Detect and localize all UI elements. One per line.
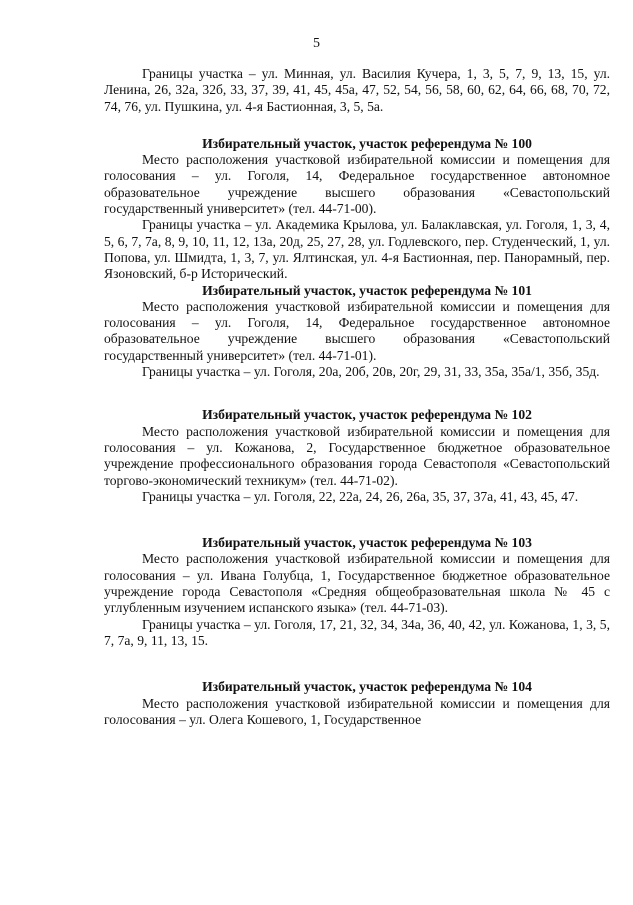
section-polling-station-100 (104, 136, 610, 283)
location-paragraph: Место расположения участковой избирательной комиссии и помещения для голосования – ул. Ивана Голубца, 1, Государственное бюджетное образовательное учреждение города Севастополя «Средняя общеобразовательная школа № 45 с углубленным изучением испанского языка» (тел. 44-71-03). (104, 551, 610, 616)
document-body (104, 66, 610, 728)
section-polling-station-103 (104, 535, 610, 649)
section-heading: Избирательный участок, участок референдума № 101 (202, 282, 532, 298)
page-number: 5 (313, 36, 320, 51)
section-heading: Избирательный участок, участок референдума № 102 (202, 407, 532, 423)
section-heading: Избирательный участок, участок референдума № 100 (202, 135, 532, 151)
intro-boundaries-paragraph: Границы участка – ул. Минная, ул. Василия Кучера, 1, 3, 5, 7, 9, 13, 15, ул. Ленина, 26, 32а, 32б, 33, 37, 39, 41, 45, 45а, 47, 52, 54, 56, 58, 60, 62, 64, 66, 68, 70, 72, 74, 76, ул. Пушкина, ул. 4-я Бастионная, 3, 5, 5а. (104, 66, 610, 114)
boundaries-paragraph: Границы участка – ул. Гоголя, 17, 21, 32, 34, 34а, 36, 40, 42, ул. Кожанова, 1, 3, 5, 7, 7а, 9, 11, 13, 15. (104, 616, 610, 648)
location-paragraph: Место расположения участковой избирательной комиссии и помещения для голосования – ул. Гоголя, 14, Федеральное государственное автономное образовательное учреждение высшего образования «Севастопольский государственный университет» (тел. 44-71-01). (104, 298, 610, 363)
boundaries-paragraph: Границы участка – ул. Гоголя, 22, 22а, 24, 26, 26а, 35, 37, 37а, 41, 43, 45, 47. (142, 488, 579, 504)
section-polling-station-104 (104, 679, 610, 728)
section-polling-station-102 (104, 407, 610, 505)
location-paragraph: Место расположения участковой избирательной комиссии и помещения для голосования – ул. Гоголя, 14, Федеральное государственное автономное образовательное учреждение высшего образования «Севастопольский государственный университет» (тел. 44-71-00). (104, 152, 610, 217)
section-polling-station-101 (104, 283, 610, 381)
section-heading: Избирательный участок, участок референдума № 103 (202, 535, 532, 551)
boundaries-paragraph: Границы участка – ул. Академика Крылова, ул. Балаклавская, ул. Гоголя, 1, 3, 4, 5, 6, 7, 7а, 8, 9, 10, 11, 12, 13а, 20д, 25, 27, 28, ул. Годлевского, пер. Студенческий, 1, ул. Попова, ул. Шмидта, 1, 3, 7, ул. Ялтинская, ул. 4-я Бастионная, пер. Панорамный, пер. Язоновский, б-р Исторический. (104, 217, 610, 282)
section-heading: Избирательный участок, участок референдума № 104 (202, 679, 532, 695)
boundaries-paragraph: Границы участка – ул. Гоголя, 20а, 20б, 20в, 20г, 29, 31, 33, 35а, 35а/1, 35б, 35д. (142, 364, 600, 380)
location-paragraph: Место расположения участковой избирательной комиссии и помещения для голосования – ул. Олега Кошевого, 1, Государственное (104, 695, 610, 727)
location-paragraph: Место расположения участковой избирательной комиссии и помещения для голосования – ул. Кожанова, 2, Государственное бюджетное образовательное учреждение профессионального образования города Севастополя «Севастопольский торгово-экономический техникум» (тел. 44-71-02). (104, 423, 610, 488)
